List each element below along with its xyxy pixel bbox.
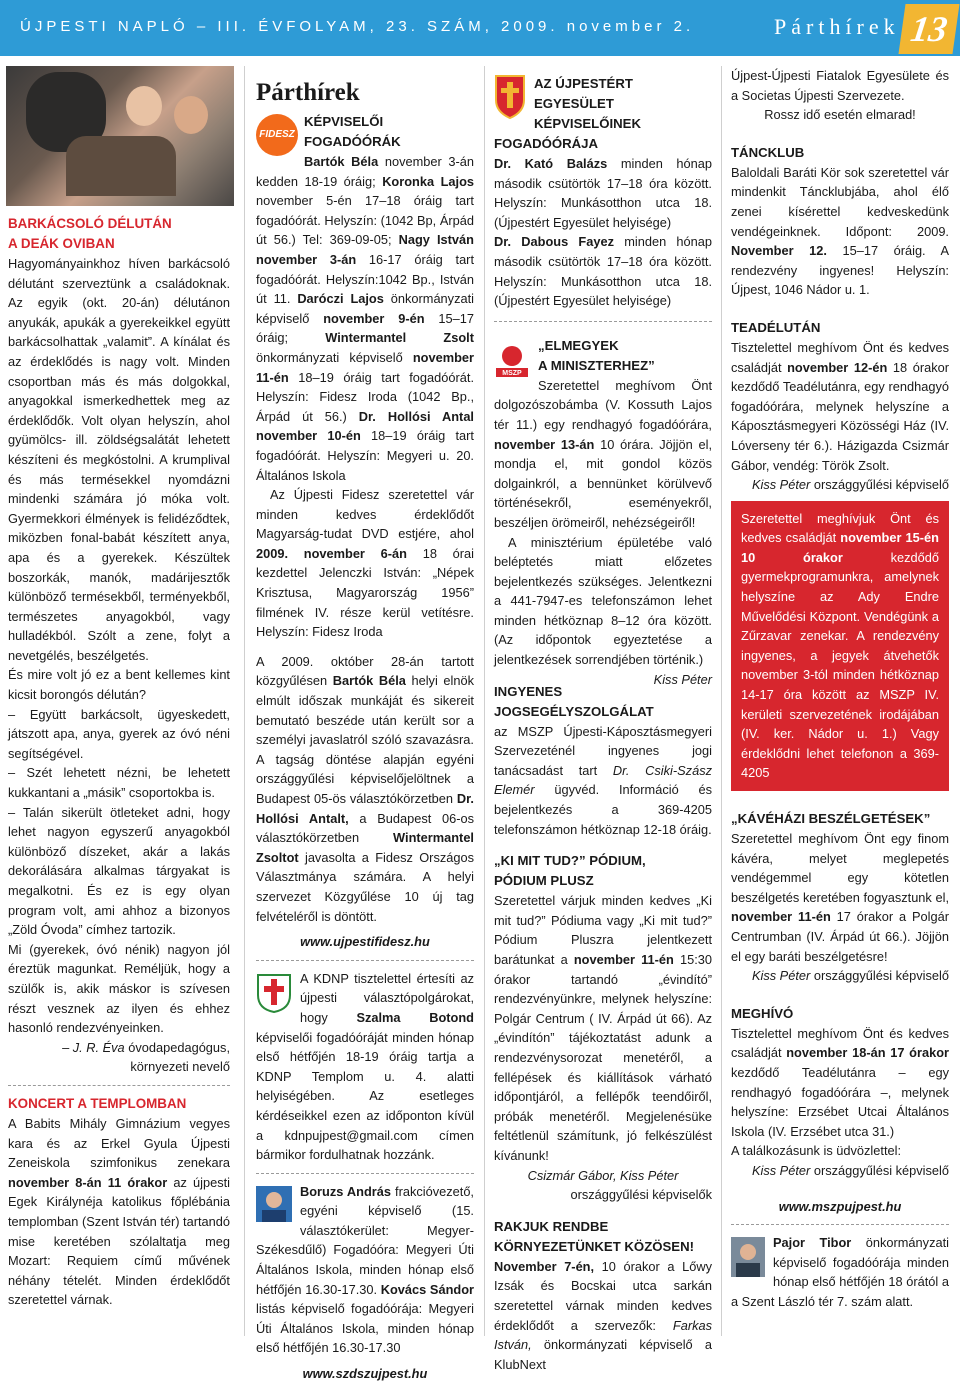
- article-paragraph: Hagyományainkhoz híven barkácsoló délutánt szerveztünk a családoknak. Az egyik (okt. 20-án) délutánon anyukák, apukák a gyerekeikkel együtt barkácsolhattak „valamit”. A kínálat és az érdeklődés is nagy volt. Minden csoportban más és más dolgokkal, anyagokkal ismerkedhettek meg az érdeklődők. Volt olyan helyszín, ahol gyümölcs- ill. zöldségsalátát lehetett készíteni és megkóstolni. A krumplival és más termésekkel nyomdázni mindenki számára jó móka volt. Gyermekkori élmények is felidéződtek, miközben fonal-babát készített anya, apa és a gyerekek. Készültek boszorkák, manók, madárijesztők különböző termésekből, terményekből, természetes anyagokból, vagy hulladékból. Szólt a zene, folyt a nevetgélés, beszélgetés.: [8, 256, 230, 663]
- podium-heading: PÓDIUM PLUSZ: [494, 873, 594, 889]
- mszp-text: A minisztérium épületébe való beléptetés miatt előzetes bejelentkezés szükséges. Jelentkezni a 441-7947-es telefonszámon lehet minden hétköznap 8–12 óra között. (Az időpontok egyeztetése a jelentkezések sorrendjében történik.) Kiss Péter: [494, 534, 712, 687]
- fidesz-text: Bartók Béla november 3-án kedden 18-19 óráig; Koronka Lajos november 5-én 17–18 óráig tart fogadóórát. Helyszín: (1042 Bp, Árpád út 56.) Tel: 369-09-05; Nagy István november 3-án 16-17 óráig tart fogadóórát. Helyszín:1042 Bp., István út 11. Daróczi Lajos önkormányzati képviselő november 9-én 15–17 óráig; Wintermantel Zsolt önkormányzati képviselő november 11-én 18–19 óráig tart fogadóórát. Helyszín: Fidesz Iroda (1042 Bp., Árpád út 56.) Dr. Hollósi Antal november 10-én 18–19 óráig tart fogadóórát. Helyszín: Megyeri u. 20. Általános Iskola: [256, 154, 475, 483]
- article-paragraph: – Együtt barkácsolt, ügyeskedett, játszott apa, anya, gyerek az óvó néni segítségével.: [8, 706, 230, 761]
- meghivo-closing: A találkozásunk is üdvözlettel:: [731, 1143, 902, 1159]
- concert-heading: KONCERT A TEMPLOMBAN: [8, 1095, 187, 1111]
- article-paragraph: – Talán sikerült ötleteket adni, hogy lehet nagyon egyszerű anyagokból különböző díszeket, akár a lakás dekorálására alkalmas tárgyakat is megalkotni. És ez is egy olyan program volt, ami ahhoz a bizonyos „Zöld Óvoda” címhez tartozik.: [8, 804, 230, 938]
- mszp-text: Szeretettel meghívom Önt dolgozószobámba (V. Kossuth Lajos tér 11.) egy rendhagyó fogadóórára, november 13-án 10 órára. Jöjjön el, mondja el, mit gondol közös dolgainkról, a bennünket körülvevő történésekről, eseményekről, beszéljen örömeiről, nehézségeiről!: [494, 377, 712, 530]
- szdsz-url[interactable]: www.szdszujpest.hu: [302, 1366, 428, 1382]
- children-program-box: [731, 501, 949, 791]
- mszp-heading: A MINISZTERHEZ”: [538, 357, 655, 373]
- page-number: 13: [898, 4, 959, 54]
- rakjuk-heading: KÖRNYEZETÜNKET KÖZÖSEN!: [494, 1238, 695, 1254]
- kdnp-logo-icon: [256, 973, 292, 1013]
- svg-text:MSZP: MSZP: [502, 369, 522, 377]
- article-paragraph: És mire volt jó ez a bent kellemes kint kicsit borongós délután?: [8, 667, 230, 703]
- egyesulet-heading: KÉPVISELŐINEK: [534, 116, 641, 131]
- kave-text: Szeretettel meghívom Önt egy finom kávéra, melyet meglepetés vendégemmel egy kötetlen beszélgetés keretében fogyasztunk el, november 11-én 17 órakor a Polgár Centrumban (IV. Árpád út 66.). Jöjjön el egy baráti beszélgetésre!: [731, 831, 949, 964]
- workshop-photo: [6, 66, 234, 206]
- kave-signature: Kiss Péter országgyűlési képviselő: [751, 968, 949, 984]
- podium-signature-role: országgyűlési képviselők: [570, 1187, 712, 1203]
- section-title: Párthírek: [774, 14, 900, 39]
- szdsz-photo-icon: [256, 1186, 292, 1222]
- tea-text: Tisztelettel meghívom Önt és kedves családját november 12-én 18 órakor kezdődő Teadélutánra, egy rendhagyó fogadóórára, melynek helyszíne a Káposztásmegyeri Közösségi Ház (IV. Lóverseny tér 6.). Házigazda Csizmár Gábor, vendég: Török Zsolt.: [731, 339, 949, 473]
- egyesulet-text: Dr. Kató Balázs minden hónap második csütörtök 17–18 óra között. Helyszín: Munkásotthon utca 18. (Újpestért Egyesület helyisége): [494, 156, 712, 230]
- tea-signature: Kiss Péter országgyűlési képviselő: [751, 477, 949, 493]
- pajor-text: Pajor Tibor önkormányzati képviselő fogadóórája minden hónap első hétfőjén 18 órától a a Szent László tér 7. szám alatt.: [731, 1235, 949, 1309]
- fidesz-subheading: FOGADÓÓRÁK: [304, 134, 401, 149]
- column-divider: [244, 66, 245, 1336]
- jog-heading: INGYENES JOGSEGÉLYSZOLGÁLAT: [494, 683, 654, 719]
- mszp-logo-icon: [494, 342, 530, 378]
- publication-title: ÚJPESTI NAPLÓ – III. ÉVFOLYAM, 23. SZÁM, 2009. november 2.: [20, 18, 695, 35]
- fidesz-logo-icon: FIDESZ: [256, 114, 298, 156]
- rakjuk-text: November 7-én, 10 órakor a Lőwy Izsák és Bocskai utca sarkán szeretettel várnak minden kedves érdeklődőt a szervezők: Farkas István, önkormányzati képviselő a KlubNext: [494, 1258, 712, 1372]
- column-4: [731, 66, 949, 1311]
- egyesulet-text: Dr. Dabous Fayez minden hónap második csütörtök 17–18 óra között. Helyszín: Munkásotthon utca 18. (Újpestért Egyesület helyisége): [494, 234, 712, 309]
- mszp-url[interactable]: www.mszpujpest.hu: [778, 1198, 902, 1214]
- column-divider: [484, 66, 485, 1336]
- tea-heading: TEADÉLUTÁN: [731, 319, 821, 335]
- rakjuk-heading: RAKJUK RENDBE: [494, 1218, 609, 1234]
- jog-text: az MSZP Újpesti-Káposztásmegyeri Szervezeténél ingyenes jogi tanácsadást tart Dr. Csiki-Szász Elemér ügyvéd. Információ és bejelentkezés a 369-4205 telefonszámon hétköznap 12-18 óráig.: [494, 723, 712, 837]
- article-signature: – J. R. Éva óvodapedagógus, környezeti nevelő: [62, 1039, 230, 1075]
- continued-note: Rossz idő esetén elmarad!: [764, 107, 916, 123]
- egyesulet-heading: AZ ÚJPESTÉRT EGYESÜLET: [534, 76, 633, 111]
- meghivo-signature: Kiss Péter országgyűlési képviselő: [751, 1162, 949, 1178]
- fidesz-heading: KÉPVISELŐI: [304, 114, 384, 129]
- column-2: [256, 66, 474, 1384]
- podium-text: Szeretettel várjuk minden kedves „Ki mit tud?” Pódiuma vagy „Ki mit tud?” Pódium Pluszra jelentkezett barátunkat a november 11-én 15:30 órakor tartandó „évindító” rendezvényünkre, melynek helyszíne: Polgár Centrum ( IV. Árpád út 66). Az „évindítón” tájékoztatást adunk a rendezvénysorozat menetéről, a fellépések és kiállítások várható időpontjáról, a fellépők teendőiről, próbák menetéről. Megjelenésüke feltétlenül számítunk, jó felkészülést kívánunk!: [494, 893, 712, 1163]
- column-1: [8, 66, 230, 1310]
- article-heading: BARKÁCSOLÓ DÉLUTÁN: [8, 216, 172, 231]
- continued-text: Újpest-Újpesti Fiatalok Egyesülete és a Societas Újpesti Szervezete.: [731, 68, 949, 103]
- ujpestert-coat-of-arms-icon: [494, 74, 526, 120]
- children-program-text: Szeretettel meghívjuk Önt és kedves családját november 15-én 10 órakor kezdődő gyermekprogramunkra, amelynek helyszíne az Ady Endre Művelődési Központ. Vendégünk a Zűrzavar zenekar. A rendezvény ingyenes, a jegyek átvehetők november 3-tól minden hétköznap 14-17 óra között az MSZP IV. kerületi szervezetének irodájában (IV. ker. Nádor u. 1.) Vagy érdeklődni lehet telefonon a 369-4205: [741, 510, 939, 781]
- szdsz-text: Boruzs András frakcióvezető, egyéni képviselő (15. választókerület: Megyer-Székesdűlő) Fogadóóra: Megyeri Úti Általános Iskola, minden hónap első hétfőjén 16.30-17.30. Kovács Sándor listás képviselő fogadóórája: Megyeri Úti Általános Iskola, minden hónap első hétfőjén 16.30-17.30: [256, 1183, 475, 1356]
- article-paragraph: Mi (gyerekek, óvó nénik) nagyon jól éreztük magunkat. Reméljük, hogy a szülők is, akik máskor is szívesen részt vesznek az ilyen és ehhez hasonló rendezvényeinken.: [8, 941, 230, 1036]
- mszp-heading: „ELMEGYEK: [538, 337, 619, 353]
- column-3: [494, 66, 712, 1374]
- page-header: [0, 0, 960, 56]
- section-heading: Párthírek: [256, 79, 360, 106]
- kdnp-text: A KDNP tisztelettel értesíti az újpesti választópolgárokat, hogy Szalma Botond képviselői fogadóóráját minden hónap első hétfőjén 18-19 óráig tartja a KDNP Templom u. 4. alatti helyiségében. Az esetleges kérdéseikkel ezen az időponton kívül a kdnpujpest@gmail.com címen bármikor fordulhatnak hozzánk.: [256, 970, 474, 1163]
- fidesz-dvd-text: Az Újpesti Fidesz szeretettel vár minden kedves érdeklődőt Magyarság-tudat DVD estjére, ahol 2009. november 6-án 18 órai kezdettel Jelenczki István: „Népek Krisztusa, Magyarország 1956” filmének IV. része kerül vetítésre. Helyszín: Fidesz Iroda: [256, 487, 475, 640]
- article-subheading: A DEÁK OVIBAN: [8, 236, 115, 251]
- podium-signature: Csizmár Gábor, Kiss Péter: [527, 1167, 679, 1183]
- fidesz-assembly-text: A 2009. október 28-án tartott közgyűlésen Bartók Béla helyi elnök elmúlt időszak munkáját és sikereit bemutató beszéde után került sor a személyi javaslatról szóló szavazásra. A tagság döntése alapján egyéni országgyűlési képviselőjelöltnek a Budapest 05-ös választókörzetben Dr. Hollósi Antalt, a Budapest 06-os választókörzetben Wintermantel Zsoltot javasolta a Fidesz Országos Választmánya számára. A helyi szervezet Közgyűlése 10 új tag felvételéről is döntött.: [256, 653, 474, 924]
- kave-heading: „KÁVÉHÁZI BESZÉLGETÉSEK”: [731, 811, 931, 826]
- pajor-photo-icon: [731, 1237, 765, 1277]
- tanc-heading: TÁNCKLUB: [731, 144, 805, 160]
- egyesulet-heading: FOGADÓÓRÁJA: [494, 136, 599, 151]
- concert-text: A Babits Mihály Gimnázium vegyes kara és az Erkel Gyula Újpesti Zeneiskola szimfonikus zenekara november 8-án 11 órakor az újpesti Egek Királynéja katolikus főplébánia templomban (Szent István tér) tartandó mise keretében szólaltatja meg Mozart: Requiem című művének néhány tételét. Minden érdeklődőt szeretettel várnak.: [8, 1115, 231, 1308]
- podium-heading: „KI MIT TUD?” PÓDIUM,: [494, 853, 646, 869]
- meghivo-heading: MEGHÍVÓ: [731, 1005, 794, 1021]
- fidesz-url[interactable]: www.ujpestifidesz.hu: [300, 934, 430, 950]
- column-divider: [721, 66, 722, 1336]
- meghivo-text: Tisztelettel meghívom Önt és kedves családját november 18-án 17 órakor kezdődő Teadélutánra – egy rendhagyó fogadóórára –, melynek helyszíne: Erzsébet Utcai Általános Iskola (IV. Erzsébet utca 31.): [731, 1025, 949, 1139]
- article-paragraph: – Szét lehetett nézni, be lehetett kukkantani a „másik” csoportokba is.: [8, 765, 230, 801]
- tanc-text: Baloldali Baráti Kör sok szeretettel vár mindenkit Táncklubjába, ahol élő zenei kísérettel kedveskedünk vendégeinknek. Időpont: 2009. November 12. 15–17 óráig. A rendezvény ingyenes! Helyszín: Újpest, 1046 Nádor u. 1.: [731, 164, 949, 298]
